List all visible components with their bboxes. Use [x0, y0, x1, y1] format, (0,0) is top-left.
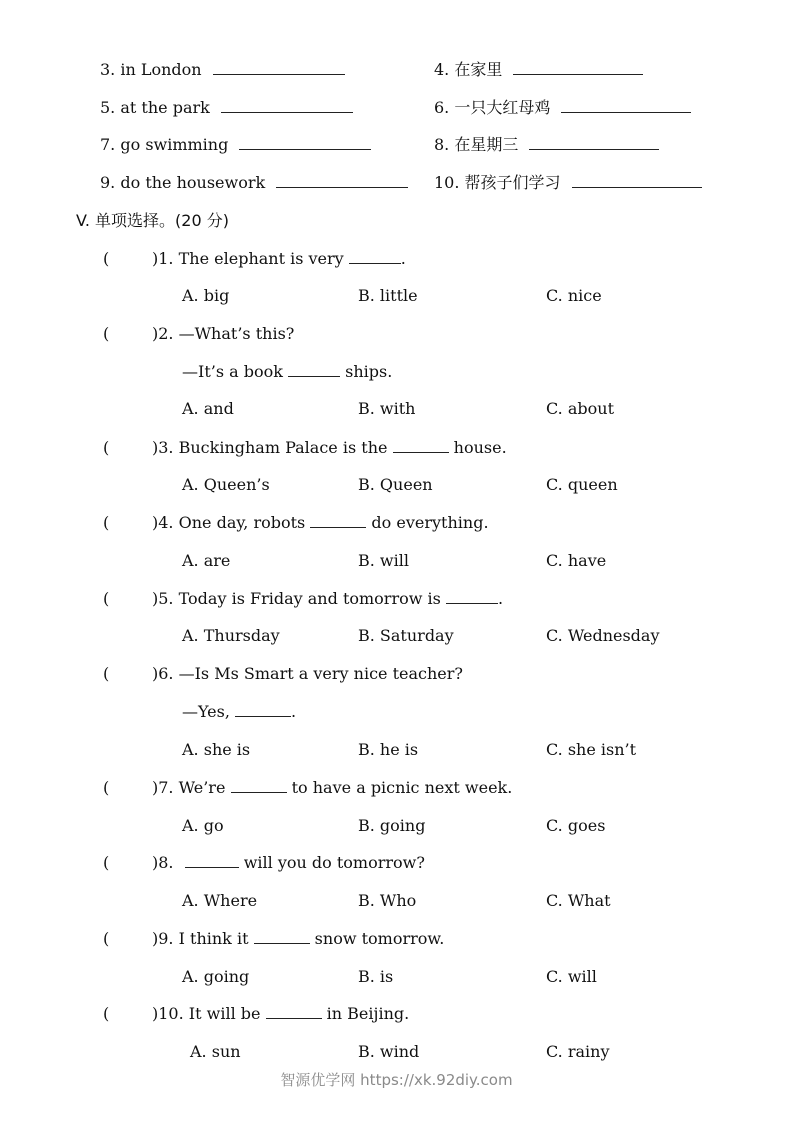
option-a[interactable]: A. and	[182, 399, 234, 418]
answer-paren[interactable]: (	[103, 853, 110, 872]
option-b[interactable]: B. he is	[358, 740, 419, 759]
answer-blank[interactable]	[266, 1004, 322, 1019]
question-3: )3. Buckingham Palace is the house.	[152, 438, 507, 457]
question-2: )2. —What’s this?	[152, 324, 295, 343]
vocab-item-6: 6. 一只大红母鸡	[434, 98, 691, 118]
option-b[interactable]: B. Saturday	[358, 626, 454, 645]
question-6: )6. —Is Ms Smart a very nice teacher?	[152, 664, 463, 683]
answer-paren[interactable]: (	[103, 438, 110, 457]
option-b[interactable]: B. wind	[358, 1042, 420, 1061]
option-a[interactable]: A. Where	[182, 891, 258, 910]
answer-blank[interactable]	[213, 60, 345, 75]
option-a[interactable]: A. Queen’s	[182, 475, 270, 494]
answer-blank[interactable]	[276, 173, 408, 188]
answer-blank[interactable]	[393, 438, 449, 453]
answer-blank[interactable]	[349, 249, 401, 264]
answer-blank[interactable]	[288, 362, 340, 377]
option-a[interactable]: A. sun	[190, 1042, 241, 1061]
answer-paren[interactable]: (	[103, 589, 110, 608]
footer-watermark: 智源优学网 https://xk.92diy.com	[280, 1071, 513, 1089]
option-b[interactable]: B. Who	[358, 891, 417, 910]
option-c[interactable]: C. will	[546, 967, 597, 986]
option-c[interactable]: C. rainy	[546, 1042, 610, 1061]
option-b[interactable]: B. Queen	[358, 475, 433, 494]
option-a[interactable]: A. big	[182, 286, 230, 305]
answer-paren[interactable]: (	[103, 778, 110, 797]
answer-blank[interactable]	[561, 98, 691, 113]
vocab-item-9: 9. do the housework	[100, 173, 408, 193]
option-c[interactable]: C. have	[546, 551, 607, 570]
vocab-item-4: 4. 在家里	[434, 60, 643, 80]
vocab-item-3: 3. in London	[100, 60, 345, 80]
answer-blank[interactable]	[254, 929, 310, 944]
answer-blank[interactable]	[446, 589, 498, 604]
answer-blank[interactable]	[513, 60, 643, 75]
question-1: )1. The elephant is very .	[152, 249, 406, 268]
vocab-item-10: 10. 帮孩子们学习	[434, 173, 702, 193]
option-a[interactable]: A. are	[182, 551, 231, 570]
answer-blank[interactable]	[235, 702, 291, 717]
question-9: )9. I think it snow tomorrow.	[152, 929, 445, 948]
option-b[interactable]: B. going	[358, 816, 426, 835]
question-10: )10. It will be in Beijing.	[152, 1004, 410, 1023]
answer-blank[interactable]	[221, 98, 353, 113]
option-b[interactable]: B. will	[358, 551, 409, 570]
option-c[interactable]: C. goes	[546, 816, 606, 835]
answer-blank[interactable]	[310, 513, 366, 528]
option-a[interactable]: A. go	[182, 816, 224, 835]
answer-blank[interactable]	[185, 853, 239, 868]
vocab-item-7: 7. go swimming	[100, 135, 371, 155]
answer-blank[interactable]	[572, 173, 702, 188]
question-7: )7. We’re to have a picnic next week.	[152, 778, 513, 797]
option-c[interactable]: C. queen	[546, 475, 618, 494]
option-c[interactable]: C. nice	[546, 286, 602, 305]
question-6-reply: —Yes, .	[182, 702, 297, 721]
question-4: )4. One day, robots do everything.	[152, 513, 489, 532]
answer-blank[interactable]	[239, 135, 371, 150]
option-b[interactable]: B. with	[358, 399, 416, 418]
option-b[interactable]: B. is	[358, 967, 394, 986]
question-2-reply: —It’s a book ships.	[182, 362, 393, 381]
vocab-item-8: 8. 在星期三	[434, 135, 659, 155]
section-title: V. 单项选择。(20 分)	[76, 211, 229, 230]
answer-paren[interactable]: (	[103, 324, 110, 343]
option-c[interactable]: C. she isn’t	[546, 740, 637, 759]
question-8: )8. will you do tomorrow?	[152, 853, 425, 872]
vocab-item-5: 5. at the park	[100, 98, 353, 118]
answer-blank[interactable]	[529, 135, 659, 150]
option-a[interactable]: A. Thursday	[182, 626, 280, 645]
option-c[interactable]: C. Wednesday	[546, 626, 660, 645]
answer-paren[interactable]: (	[103, 664, 110, 683]
option-a[interactable]: A. going	[182, 967, 250, 986]
option-a[interactable]: A. she is	[182, 740, 251, 759]
option-c[interactable]: C. about	[546, 399, 614, 418]
option-b[interactable]: B. little	[358, 286, 418, 305]
answer-paren[interactable]: (	[103, 1004, 110, 1023]
option-c[interactable]: C. What	[546, 891, 611, 910]
answer-blank[interactable]	[231, 778, 287, 793]
question-5: )5. Today is Friday and tomorrow is .	[152, 589, 504, 608]
answer-paren[interactable]: (	[103, 513, 110, 532]
answer-paren[interactable]: (	[103, 929, 110, 948]
answer-paren[interactable]: (	[103, 249, 110, 268]
